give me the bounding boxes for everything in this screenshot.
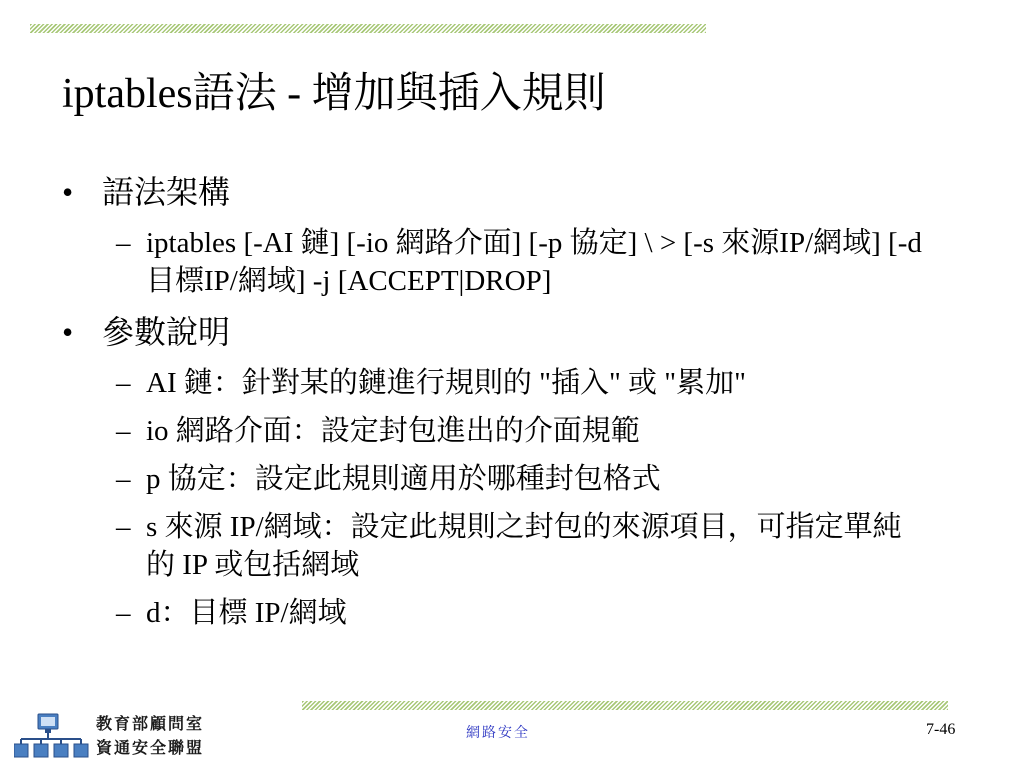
bullet-marker: • [62,314,74,350]
sub-bullet-io-interface [62,412,962,450]
sub-bullet-text: AI 鏈：針對某的鏈進行規則的 "插入" 或 "累加" [146,367,746,399]
dash-marker: – [116,367,131,399]
sub-bullet-s-source [62,508,962,584]
logo-line-1: 教育部顧問室 [96,714,205,733]
slide-title: iptables語法 - 增加與插入規則 [62,71,606,117]
bullet-marker: • [62,174,74,210]
sub-bullet-p-protocol [62,460,962,498]
sub-bullet-ai-chain [62,364,962,402]
dash-marker: – [116,227,131,259]
dash-marker: – [116,597,131,629]
dash-marker: – [116,511,131,543]
dash-marker: – [116,463,131,495]
sub-bullet-text: d：目標 IP/網域 [146,597,347,629]
network-logo-icon [14,712,92,760]
bullet-text: 語法架構 [102,174,231,210]
sub-bullet-text: iptables [-AI 鏈] [-io 網路介面] [-p 協定] \ > [-s 來源IP/網域] [-d 目標IP/網域] -j [ACCEPT|DROP] [146,227,922,297]
page-number: 7-46 [926,721,956,738]
bullet-text: 參數說明 [102,314,231,350]
sub-bullet-text: io 網路介面：設定封包進出的介面規範 [146,415,640,447]
footer-course-title: 網路安全 [466,725,530,741]
top-decorative-bar [30,24,706,33]
sub-bullet-iptables-syntax [62,224,962,300]
sub-bullet-text: s 來源 IP/網域：設定此規則之封包的來源項目，可指定單純的 IP 或包括網域 [146,511,902,581]
bullet-syntax-structure [62,170,962,214]
bullet-parameter-description [62,310,962,354]
bottom-decorative-bar [302,701,948,710]
dash-marker: – [116,415,131,447]
sub-bullet-d-destination [62,594,962,632]
logo-text [96,712,224,760]
logo-line-2: 資通安全聯盟 [96,738,205,757]
slide-content [62,170,962,642]
moe-logo [14,712,224,762]
sub-bullet-text: p 協定：設定此規則適用於哪種封包格式 [146,463,661,495]
